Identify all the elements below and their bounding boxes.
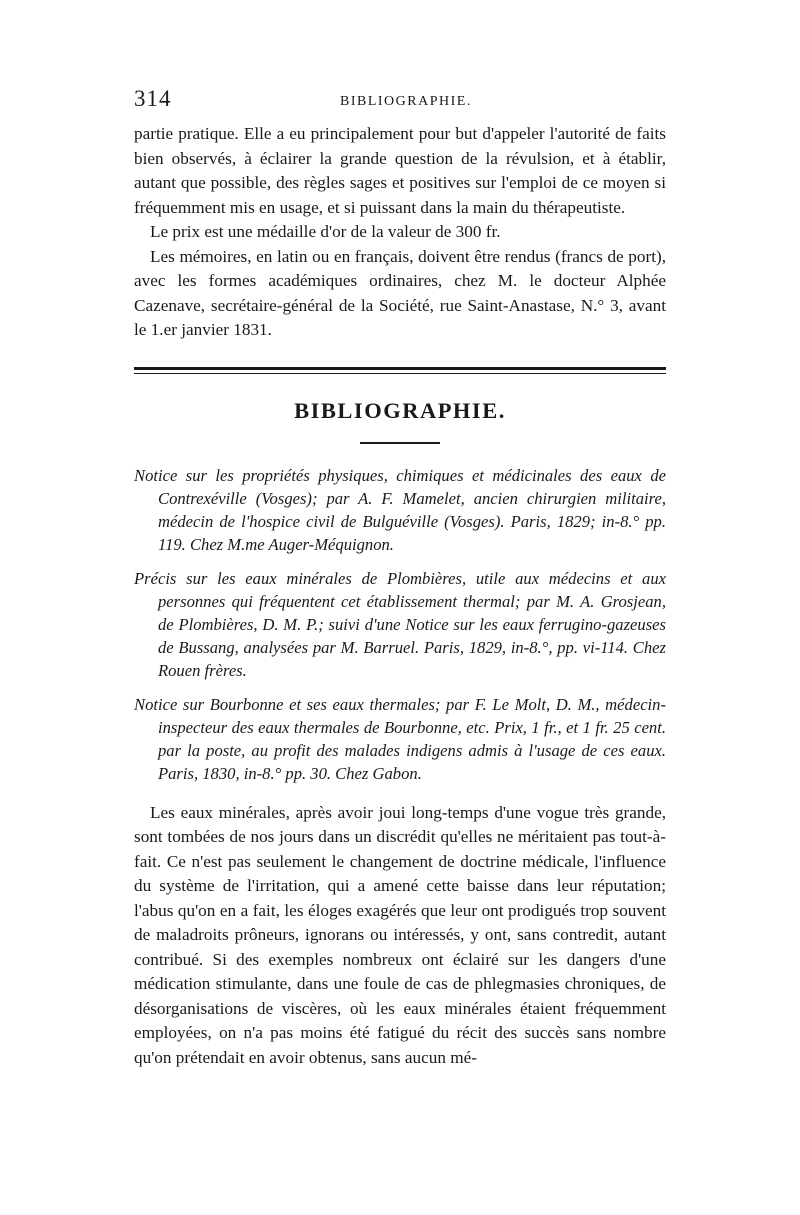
bibliography-entry-contrexeville: Notice sur les propriétés physiques, chimiques et médicinales des eaux de Contrexéville (Vosges); par A. F. Mamelet, ancien chirurgien militaire, médecin de l'hospice civil de Bulguéville (Vosges). Paris, 1829; in-8.° pp. 119. Chez M.me Auger-Méquignon. — [134, 465, 666, 554]
divider-thin-rule — [134, 373, 666, 374]
bibliography-list — [134, 464, 666, 785]
paragraph-prize-value: Le prix est une médaille d'or de la valeur de 300 fr. — [150, 222, 501, 241]
section-title: BIBLIOGRAPHIE. — [294, 397, 506, 423]
divider-thick-rule — [134, 367, 666, 370]
running-title: BIBLIOGRAPHIE. — [340, 94, 472, 109]
body-paragraph: Les eaux minérales, après avoir joui long-temps d'une vogue très grande, sont tombées de nos jours dans un discrédit qu'elles ne méritaient pas tout-à-fait. Ce n'est pas seulement le changement de doctrine médicale, l'influence du système de l'irritation, qui a amené cette baisse dans leur réputation; l'abus qu'on en a fait, les éloges exagérés que leur ont prodigués trop souvent de maladroits prôneurs, ignorans ou intéressés, y ont, sans contredit, autant contribué. Si des exemples nombreux ont éclairé sur les dangers d'une médication stimulante, dans une foule de cas de phlegmasies chroniques, de désorganisations de viscères, où les eaux minérales étaient fréquemment employées, on n'a pas moins été fatigué du récit des succès sans nombre qu'on prétendait en avoir obtenus, sans aucun mé- — [134, 802, 666, 1067]
paragraph-prize-description: partie pratique. Elle a eu principalement pour but d'appeler l'autorité de faits bien observés, à éclairer la grande question de la révulsion, et à établir, autant que possible, des règles sages et positives sur l'emploi de ce moyen si fréquemment mis en usage, et si puissant dans la main du thérapeutiste. — [134, 124, 666, 217]
bibliography-entry-plombieres: Précis sur les eaux minérales de Plombières, utile aux médecins et aux personnes qui fréquentent cet établissement thermal; par M. A. Grosjean, de Plombières, D. M. P.; suivi d'une Notice sur les eaux ferrugino-gazeuses de Bussang, analysées par M. Barruel. Paris, 1829, in-8.°, pp. vi-114. Chez Rouen frères. — [134, 568, 666, 680]
paragraph-submission-rules: Les mémoires, en latin ou en français, doivent être rendus (francs de port), avec les formes académiques ordinaires, chez M. le docteur Alphée Cazenave, secrétaire-général de la Société, rue Saint-Anastase, N.° 3, avant le 1.er janvier 1831. — [134, 246, 666, 339]
page-number: 314 — [134, 86, 172, 111]
bibliography-entry-bourbonne: Notice sur Bourbonne et ses eaux thermales; par F. Le Molt, D. M., médecin-inspecteur des eaux thermales de Bourbonne, etc. Prix, 1 fr., et 1 fr. 25 cent. par la poste, au profit des malades indigens admis à l'usage de ces eaux. Paris, 1830, in-8.° pp. 30. Chez Gabon. — [134, 694, 666, 783]
title-underline — [360, 442, 440, 444]
running-head — [134, 86, 666, 122]
book-page — [134, 86, 666, 1070]
section-divider — [134, 367, 666, 374]
